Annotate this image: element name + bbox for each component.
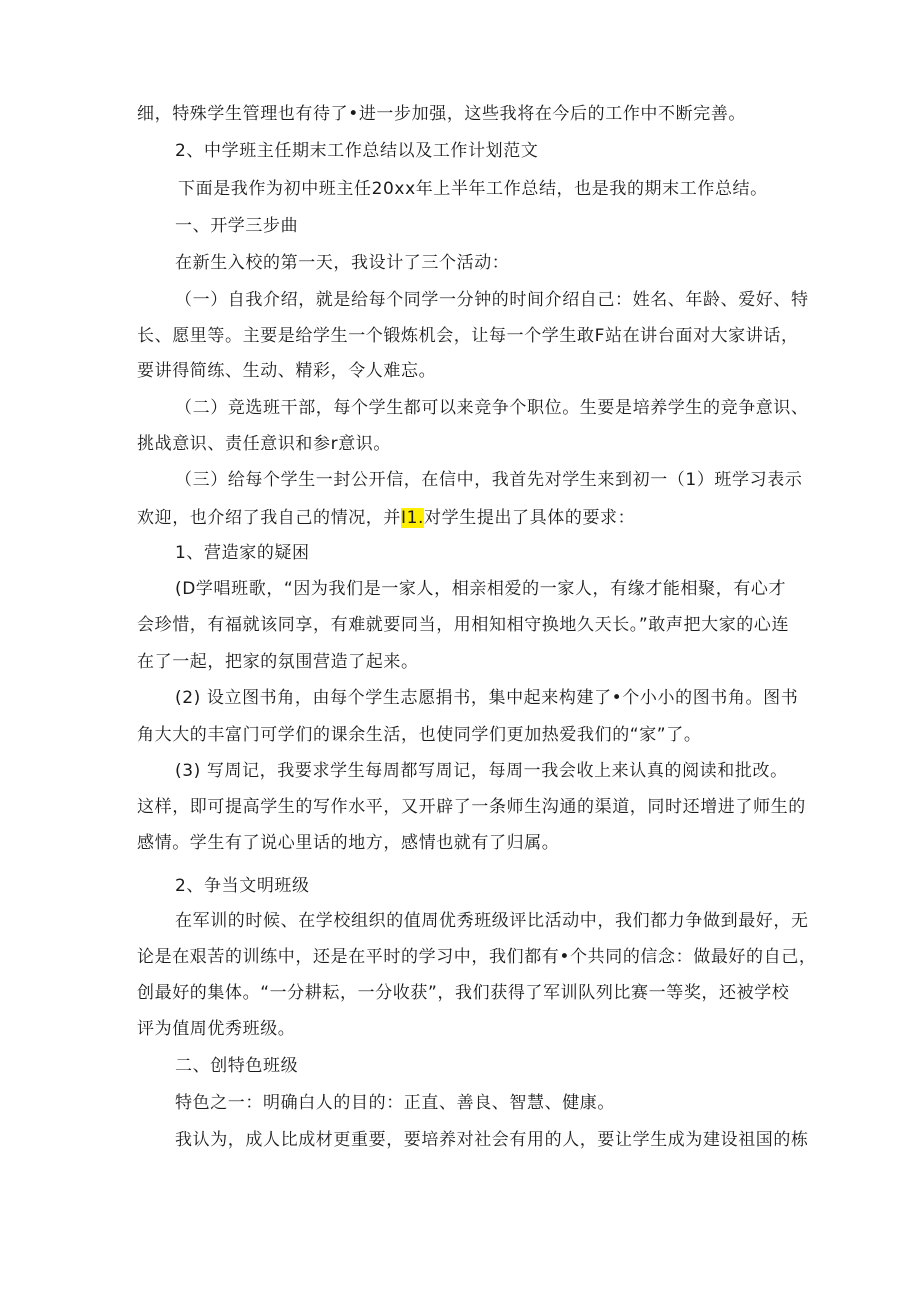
paragraph-line: 我认为，成人比成材更重要，要培养对社会有用的人，要让学生成为建设祖国的栋 <box>175 1130 809 1150</box>
section-heading: 2、中学班主任期末工作总结以及工作计划范文 <box>175 141 539 161</box>
paragraph-line: 特色之一：明确白人的目的：正直、善良、智慧、健康。 <box>175 1093 615 1113</box>
line-text-end: 对学生提出了具体的要求： <box>424 508 636 528</box>
paragraph-line: 创最好的集体。“一分耕耘，一分收获”，我们获得了军训队列比赛一等奖，还被学校 <box>137 983 790 1003</box>
paragraph-line: 在军训的时候、在学校组织的值周优秀班级评比活动中，我们都力争做到最好，无 <box>175 911 809 931</box>
paragraph-line: 在新生入校的第一天，我设计了三个活动： <box>175 253 510 273</box>
paragraph-line <box>137 507 635 529</box>
line-text-start: 欢迎，也介绍了我自己的情况，并 <box>137 508 401 528</box>
paragraph-line: 挑战意识、责任意识和参r意识。 <box>137 434 391 454</box>
paragraph-line: (2) 设立图书角，由每个学生志愿捐书，集中起来构建了•个小小的图书角。图书 <box>175 688 799 708</box>
section-heading: 一、开学三步曲 <box>175 216 299 236</box>
paragraph-line: 感情。学生有了说心里话的地方，感情也就有了归属。 <box>137 833 560 853</box>
paragraph-line: 角大大的丰富门可学们的课余生活，也使同学们更加热爱我们的“家”了。 <box>137 725 702 745</box>
paragraph-line: （一）自我介绍，就是给每个同学一分钟的时间介绍自己：姓名、年龄、爱好、特 <box>175 290 809 310</box>
paragraph-line: 长、愿里等。主要是给学生一个锻炼机会，让每一个学生敢F站在讲台面对大家讲话， <box>137 326 799 346</box>
paragraph-line: 评为值周优秀班级。 <box>137 1019 296 1039</box>
paragraph-line: 下面是我作为初中班主任20xx年上半年工作总结，也是我的期末工作总结。 <box>178 179 768 199</box>
paragraph-line: 会珍惜，有福就该同享，有难就要同当，用相知相守换地久天长。”敢声把大家的心连 <box>137 615 790 635</box>
section-heading: 二、创特色班级 <box>175 1056 299 1076</box>
highlighted-text: I1. <box>401 508 425 528</box>
paragraph-line: 在了一起，把家的氛围营造了起来。 <box>137 652 419 672</box>
paragraph-line: 论是在艰苦的训练中，还是在平时的学习中，我们都有•个共同的信念：做最好的自己， <box>137 947 817 967</box>
section-heading: 2、争当文明班级 <box>175 876 310 896</box>
paragraph-line: （三）给每个学生一封公开信，在信中，我首先对学生来到初一（1）班学习表示 <box>175 470 803 490</box>
paragraph-line: (3) 写周记，我要求学生每周都写周记，每周一我会收上来认真的阅读和批改。 <box>175 761 788 781</box>
paragraph-line: 要讲得简练、生动、精彩，令人难忘。 <box>137 361 437 381</box>
paragraph-line: 细，特殊学生管理也有待了•进一步加强，这些我将在今后的工作中不断完善。 <box>137 104 747 124</box>
section-heading: 1、营造家的疑困 <box>175 543 310 563</box>
paragraph-line: 这样，即可提高学生的写作水平，又开辟了一条师生沟通的渠道，同时还增进了师生的 <box>137 797 806 817</box>
paragraph-line: (D学唱班歌，“因为我们是一家人，相亲相爱的一家人，有缘才能相聚，有心才 <box>175 579 787 599</box>
paragraph-line: （二）竞选班干部，每个学生都可以来竞争个职位。生要是培养学生的竞争意识、 <box>175 398 809 418</box>
